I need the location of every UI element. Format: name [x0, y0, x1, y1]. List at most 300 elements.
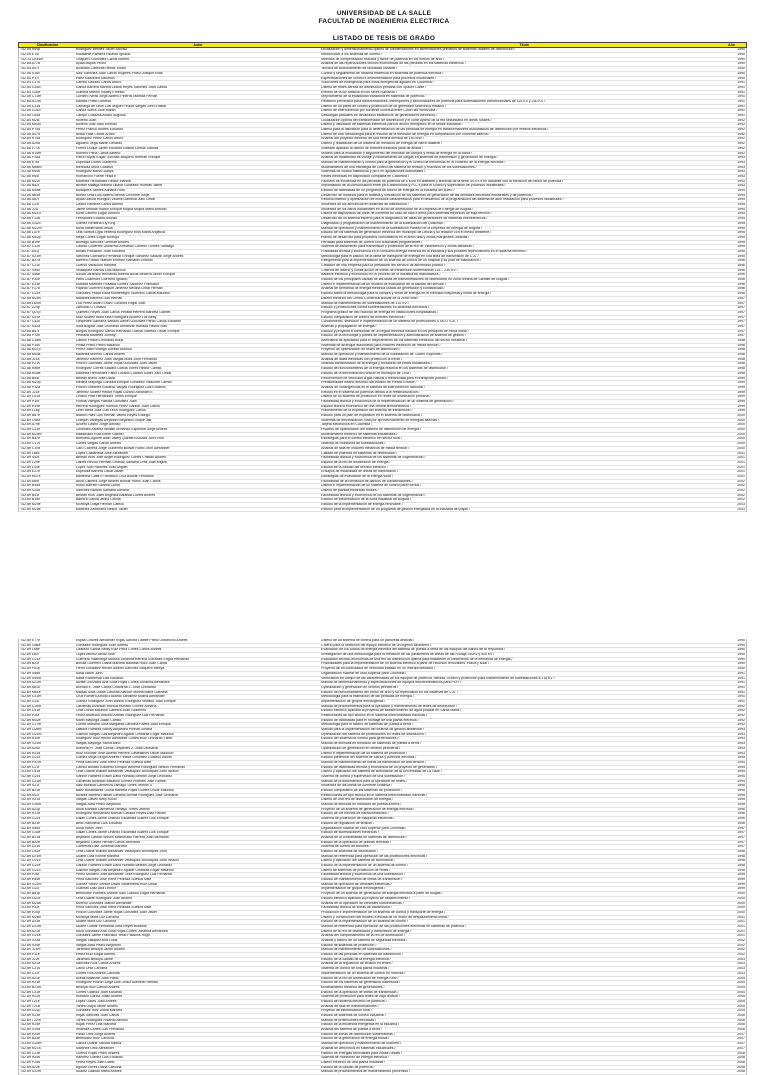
cell-title: Diseño y realizacion de un sistema de medicion de energia de barra radiante /: [321, 142, 443, 146]
cell-year: 2001: [737, 470, 745, 474]
cell-year: 1997: [737, 334, 745, 338]
cell-title: Manual de tecnicas en medicion de puesta a tierra /: [321, 803, 402, 807]
cell-title: Estrategias para el control electrico del sector rural /: [321, 437, 402, 441]
cell-year: 1991: [737, 95, 745, 99]
cell-title: Diseño de sistemas de proteccion de redes /: [321, 868, 391, 872]
cell-title: Analisis de armonicos en sistemas industriales /: [321, 1046, 396, 1050]
cell-author: Beltran Rios Jose Angel Rodriguez Cortes Cristian Andres: [75, 456, 166, 460]
cell-year: 2000: [737, 414, 745, 418]
cell-title: Estudio del funcionamiento de la energia reactiva en los sistemas de distribucion /: [321, 367, 449, 371]
cell-author: Cuervo Veracoon Marcela: [75, 264, 117, 268]
cell-classification: T42.85 C73m: [20, 95, 42, 99]
cell-title: Estudio y protecciones contra sobretensiones en sistemas electricos /: [321, 306, 430, 310]
cell-title: Estudio de la calidad de la energia electrica /: [321, 957, 391, 961]
cell-title: Diseño e implementacion de un modelo de evaluacion de la calidad del servicio /: [321, 282, 447, 286]
cell-title: Estudio de la calidad del servicio electrico /: [321, 465, 388, 469]
cell-classification: T42.89 S21i: [20, 784, 39, 788]
cell-classification: T42.89 V24e: [20, 943, 41, 947]
cell-classification: T42.89 C19a: [20, 446, 41, 450]
cell-classification: T42.89 V23a: [20, 939, 41, 942]
cell-classification: T42.89 L33e: [20, 465, 40, 469]
cell-title: Manual para la implementacion del sistema de gestion ambiental /: [321, 728, 424, 732]
cell-author: Herrera Rodriguez Romulo Perez Garzon Juan Carlos: [75, 404, 160, 408]
cell-classification: T42.89 O11d: [20, 395, 41, 399]
list-title: LISTADO DE TESIS DE GRADO: [332, 35, 436, 42]
cell-title: Reconocimiento y optimizacion de modulos caracteristicos para el desarrollo de la programacion del sistema de auto realizacion para procesos industriales /: [321, 198, 564, 202]
cell-author: Vargas Vasquez Ana Lucia: [75, 939, 118, 942]
cell-author: Arévalo E. Jose Carlos Chavarria Z. Jose Leonardo: [75, 685, 156, 689]
cell-author: Bejarano Castillo Wilson Maldonado Herrera Juan Bernardo: [75, 835, 169, 839]
cell-author: Guerrero Villamarga Monica Johanna Herrera Gonzalez Edgar Hernando: [75, 657, 190, 661]
cell-author: Barrera Franco Manuel Ernesto Gamaliel Ernesto: [75, 259, 153, 263]
cell-author: Cordero Neira Jorge Alberto Pineros Mantilla Fernan: [75, 95, 158, 99]
cell-title: Diseño electrico del Centro Comercial Bolivar de la zona rural /: [321, 296, 419, 300]
cell-author: Cortes Galindo Juan Eduardo: [75, 990, 122, 994]
cell-classification: T42.86 B52i: [20, 184, 39, 188]
cell-author: Castillo Gutierrez Guillermo Armando Cordero Gomez Santiago: [75, 245, 175, 249]
cell-title: Analisis del proyecto electrico de una central termica de 150 MW /: [321, 137, 424, 141]
cell-classification: T42.89 A79e: [20, 423, 40, 427]
cell-year: 2008: [737, 1065, 745, 1069]
cell-author: Buitrago Sanchez German Andres: [75, 240, 129, 244]
cell-year: 1999: [737, 381, 745, 385]
cell-classification: T42.89 R25s: [20, 1056, 41, 1060]
cell-classification: T42.89 O21d: [20, 859, 41, 863]
cell-title: Antenas y propagacion de energia /: [321, 324, 377, 328]
cell-title: Prefactibilidad diseño electrico del edificio de Piedra Grande /: [321, 381, 417, 385]
cell-author: Mantas Prieto Gerardo: [75, 99, 112, 103]
cell-author: Garzon Ramirez Edwin Dario Hurtado Beltran Jorge Leonardo: [75, 864, 173, 867]
cell-title: Estudio de sistemas de proteccion /: [321, 943, 377, 947]
cell-classification: T42.89 V25a: [20, 1028, 41, 1032]
cell-classification: T42.89 P47m: [20, 760, 42, 764]
cell-year: 2002: [737, 498, 745, 502]
cell-author: Rodriguez Maria Gladys: [75, 170, 114, 174]
cell-year: 2006: [737, 1028, 745, 1032]
cell-classification: T42.89 C23e: [20, 1051, 41, 1055]
cell-title: Introduccion a los sistemas de control /: [321, 53, 382, 57]
cell-title: Analisis de falla en transformadores /: [321, 1004, 379, 1008]
cell-year: 1999: [737, 390, 745, 394]
cell-title: Influencia de los baros industriales en la red de distribucion de la Empresa de Energia de Bogota /: [321, 207, 474, 211]
cell-author: Suarez Galindo Mario Andres: [75, 1070, 122, 1074]
cell-title: Estudio de los sistemas de generacion electrica del municipio de Leticia y su relacion con el medio ambiente /: [321, 231, 492, 235]
column-header-title: Titulo: [519, 43, 529, 47]
cell-classification: T42.86 L47e: [20, 231, 40, 235]
cell-year: 1990: [737, 662, 745, 666]
cell-title: Estudio de los principales causas de las fallas de transformadores de distribucion en zona urbana de Santafe de Bogota /: [321, 278, 510, 282]
cell-classification: T42.88 P12a: [20, 385, 41, 389]
cell-title: Diseño y aplicacion del sistema de iluminacion de la Universidad de La Salle /: [321, 770, 442, 774]
cell-title: Estudio de sistemas de distribucion /: [321, 849, 378, 853]
cell-author: Bello Rabolledo Luis Eduardo: [75, 821, 122, 825]
cell-year: 1999: [737, 882, 745, 886]
cell-title: Estudio de la calidad de potencia /: [321, 1065, 375, 1069]
cell-classification: T42.88 C18m: [20, 339, 42, 343]
cell-author: Perez Ruiz Edgar Alberto: [75, 953, 116, 957]
cell-classification: T42.85 M26l: [20, 118, 40, 122]
cell-year: 1998: [737, 854, 745, 858]
cell-classification: T42.86 P28a: [20, 156, 41, 160]
cell-classification: T42.89 P11r: [20, 714, 40, 717]
cell-year: 1998: [737, 371, 745, 375]
cell-classification: T42.89 B35d: [20, 484, 41, 488]
cell-title: Estudio y proyecto a consolidar de un region electrica basado en los principios de motor lineal /: [321, 329, 469, 333]
cell-author: Guzman Diaz Ana Leonor: [75, 887, 116, 891]
cell-title: Analisis de la operacion de centrales hidroelectricas /: [321, 901, 404, 905]
cell-year: 1999: [737, 409, 745, 413]
cell-author: Galindo Vargas Luis Alejandro Aguilar Umbarila Edgar Mauricio: [75, 868, 174, 872]
cell-year: 1994: [737, 189, 745, 193]
cell-title: Estudio de las perdidas en sistemas de distribucion /: [321, 953, 403, 957]
cell-author: Alvarado Cabezas Hector Efrain: [75, 67, 126, 71]
cell-year: 2003: [737, 967, 745, 971]
cell-year: 2007: [737, 1037, 745, 1041]
cell-title: Analisis del sistema de puesta a tierra /: [321, 1028, 383, 1032]
cell-title: Estudio de regulacion de tension /: [321, 821, 374, 825]
document-header: [0, 0, 768, 43]
cell-year: 1996: [737, 282, 745, 286]
cell-author: Zamudio O Octavio: [75, 306, 106, 310]
cell-classification: T42.89 B87e: [20, 414, 41, 418]
cell-author: Rojas Perez Lina Marcela: [75, 1023, 116, 1027]
cell-author: Llanes Rincón Herman Orlando Santana Ortiz Juan Miguel: [75, 460, 168, 464]
cell-year: 1999: [737, 887, 745, 891]
cell-title: Sistema de proteccion para redes de baja tension /: [321, 995, 401, 999]
cell-classification: T42.88 M37p: [20, 348, 41, 352]
cell-year: 1998: [737, 849, 745, 853]
cell-classification: T42.89 A21e: [20, 976, 40, 980]
cell-title: Analisis de la confiabilidad en sistemas de distribucion /: [321, 835, 408, 839]
cell-classification: T42.89 L21e: [20, 999, 40, 1003]
cell-classification: T42.87 Q27p: [20, 310, 41, 314]
cell-author: Mendoza Mora Gustavo: [75, 165, 114, 169]
cell-classification: T42.89 G66e: [20, 643, 41, 647]
cell-title: Manual de dimensionamiento y especificaciones de equipos electromecanicos para PCH /: [321, 681, 461, 685]
cell-classification: T42.89 M61e: [20, 690, 41, 694]
cell-year: 2001: [737, 465, 745, 469]
cell-classification: T42.88 M25d: [20, 296, 41, 300]
cell-year: 1991: [737, 695, 745, 699]
cell-classification: T42.89 C21s: [20, 845, 41, 849]
cell-classification: T42.89 G21s: [20, 817, 41, 821]
cell-classification: T42.85 C31d: [20, 104, 41, 108]
cell-title: Diseño y utilizacion de sistemas electricos para el ahorro energetico en el sector industrial /: [321, 123, 463, 127]
cell-title: Metodologia para la estimacion de las perdidas de energia /: [321, 695, 414, 699]
cell-title: Proyecto de un sistema de generacion de energia electrica a partir de biogas /: [321, 892, 443, 896]
cell-year: 1995: [737, 803, 745, 807]
cell-year: 1990: [737, 71, 745, 75]
cell-classification: T42.89 V23m: [20, 742, 42, 746]
cell-author: Rubio Barreto Sandra Liceth: [75, 484, 121, 488]
cell-classification: T42.89 M27a: [20, 1046, 41, 1050]
cell-author: Mahecha Castro Francisco Cruz Bolivar Fernando: [75, 474, 154, 478]
cell-year: 2003: [737, 957, 745, 961]
cell-classification: T42.86 R65i: [20, 174, 40, 178]
cell-title: Evaluacion de los costos de energia electrica del sistema de puesta a tierra de los equipos del Banco de la Republica /: [321, 648, 506, 652]
cell-title: Diseño de una metodologia para el estudio de la medicion de energia en comparacion con corriente alterna /: [321, 132, 490, 136]
cell-title: Manual de mantenimiento de subestaciones /: [321, 948, 392, 952]
cell-author: Cortes Mariana Gina Margarita Cardona Rivera Juan Enrique: [75, 723, 171, 727]
cell-author: Bedoya Ruiz Camilo Andres: [75, 985, 120, 989]
cell-title: Implantacion de la comunicacion entre plc's distribuidos y PLC's para el control y supervision de procesos industriales /: [321, 184, 506, 188]
cell-year: 1994: [737, 756, 745, 760]
cell-title: Diseño electrico de una planta industrial /: [321, 1060, 386, 1064]
cell-year: 2007: [737, 1032, 745, 1036]
cell-year: 2000: [737, 437, 745, 441]
cell-author: Ariza Gonzalez Ana Sofia Rojas Cortes Johanna Alexandra: [75, 929, 168, 933]
cell-author: Mejia Cortes Edgar Rodrigo: [75, 235, 120, 239]
cell-title: Criterio para la seleccion del equipo electrico de un ingenio azucarero /: [321, 643, 432, 647]
cell-classification: T42.83 A47t: [20, 67, 39, 71]
cell-author: Cortes Roa Andrea Carolina: [75, 971, 120, 975]
cell-title: Estudio tecnico economico de una central termoelectrica /: [321, 404, 411, 408]
cell-author: Paez Saavedra Salomon: [75, 76, 115, 80]
cell-classification: T42.88 P72e: [20, 334, 41, 338]
cell-year: 1999: [737, 873, 745, 877]
cell-author: Jiménez Ramírez Juan Vargas Mora John Fernando: [75, 357, 157, 361]
cell-year: 1997: [737, 324, 745, 328]
cell-author: Ramirez Gomez Luis Eduardo: [75, 1056, 123, 1060]
cell-classification: T42.89 L56e: [20, 648, 40, 652]
cell-author: Bermudez Puentes Lisbeth Saul Claudio Edgar Hernando: [75, 892, 166, 896]
cell-year: 1993: [737, 179, 745, 183]
cell-year: 1990: [737, 67, 745, 71]
cell-year: 2006: [737, 1023, 745, 1027]
cell-author: Sosa Varón John: [75, 671, 103, 675]
cell-classification: T42.84 C17s: [20, 81, 41, 85]
cell-author: Vargas Avila Pedro Alejandro: [75, 803, 121, 807]
cell-title: Modelamiento electrico de sistemas industriales /: [321, 432, 398, 436]
cell-author: Montoya Mora Luz Carolina: [75, 915, 119, 919]
cell-year: 1991: [737, 81, 745, 85]
cell-classification: T42.86 M22m: [20, 226, 42, 230]
cell-author: Avella Balanzar Juan Pablo: [75, 976, 119, 980]
cell-year: 1995: [737, 231, 745, 235]
cell-author: Gomez Mejia Sergio Andres Pineda Gonzalez Gustavo Adolfo: [75, 756, 172, 760]
cell-year: 1995: [737, 254, 745, 258]
cell-classification: T42.89 A21d: [20, 929, 40, 933]
cell-year: 2005: [737, 999, 745, 1003]
cell-classification: T42.86 F71s: [20, 146, 40, 150]
cell-year: 1998: [737, 357, 745, 361]
cell-year: 1994: [737, 779, 745, 783]
cell-year: 1998: [737, 859, 745, 863]
cell-author: Rodriguez Pinzon Jorge Luis Orduz Acevedo Hernan: [75, 981, 158, 985]
cell-author: Perez Juan Rodrigo Dorado Antonio: [75, 348, 132, 352]
cell-year: 2002: [737, 493, 745, 497]
cell-classification: T42.85 E74i: [20, 53, 39, 57]
cell-author: Martinez Hernandez Hector Manuel: [75, 179, 132, 183]
cell-classification: T42.89 P20p: [20, 910, 41, 914]
cell-classification: T42.89 M25e: [20, 507, 41, 511]
cell-author: Velandia Cortes Luis Fernando: [75, 1028, 124, 1032]
cell-year: 1991: [737, 104, 745, 108]
cell-classification: T42.87 B27d: [20, 259, 41, 263]
cell-author: Cortes Vargas Carlos Alberto: [75, 442, 121, 446]
cell-classification: T42.89 T21a: [20, 1004, 40, 1008]
cell-classification: T42.89 V26m: [20, 803, 42, 807]
cell-classification: T42.89 L62i: [20, 653, 39, 657]
cell-author: Peña Sanchez Jose Rene Pedraza Suesca Mike: [75, 906, 152, 910]
cell-classification: T42.89 G23m: [20, 1042, 42, 1046]
cell-year: 1992: [737, 123, 745, 127]
cell-classification: T42.89 O11e: [20, 709, 41, 713]
column-header-classification: Clasificacion: [36, 43, 59, 47]
cell-author: Vargas Castro Nelly Rocio: [75, 798, 117, 802]
cell-author: Moreno Juan: [75, 118, 97, 122]
cell-classification: T42.86 M22f: [20, 179, 40, 183]
cell-year: 1992: [737, 132, 745, 136]
cell-title: Rediseño preventivo para transformadores, interruptores y seccionadores de potencia para subestaciones convencionales de 115 KV y 230 KV /: [321, 99, 546, 103]
cell-title: Proyecto de un controlador de velocidad basado en un microprocesador /: [321, 667, 435, 671]
cell-title: Sistema de control de una planta industrial /: [321, 967, 390, 971]
cell-year: 2000: [737, 892, 745, 896]
cell-title: Manual de mantenimiento de lineas de transmision de alta tension /: [321, 760, 426, 764]
cell-author: Rubiano Garcia Julian Andres: [75, 995, 123, 999]
cell-author: Martinez Zambrano Nestor Javier: [75, 507, 128, 511]
cell-title: Estudio sobre la metodologia para la compra y venta de energia en el mercado mayorista y bolsa de energia /: [321, 292, 492, 296]
cell-year: 2001: [737, 920, 745, 924]
cell-author: Campo Collazos Alvaro Augusto: [75, 114, 126, 118]
cell-title: Programa grafico de uso racional de energia en instituciones hospitalarias /: [321, 310, 438, 314]
cell-classification: T42.85 S16c: [20, 71, 40, 75]
cell-classification: T42.89 M37e: [20, 474, 41, 478]
cell-author: Ortiz Duran Mauricio Cabrera Juan Guillermo: [75, 709, 147, 713]
cell-title: Metodologia para el diseño de sistemas de puesta a tierra /: [321, 723, 414, 727]
cell-classification: T42.87 S21m: [20, 254, 42, 258]
cell-classification: T42.89 J22e: [20, 957, 40, 961]
cell-title: Creacion de una empresa para la prestacion del servicio de alumbrado publico /: [321, 264, 446, 268]
cell-year: 1993: [737, 737, 745, 741]
cell-classification: T42.85 P74d: [20, 128, 41, 132]
cell-author: Rodriguez Perez Carlos Arturo: [75, 137, 124, 141]
cell-author: Ruiz Escobar Jose Alberto Herrera Castellanos Oscar Mauricio: [75, 751, 174, 755]
cell-classification: T42.89 B22e: [20, 840, 41, 844]
cell-classification: T42.85 G24d: [20, 109, 41, 113]
cell-title: Factibilidad tecnica y economica de los sistemas de cogeneracion /: [321, 493, 426, 497]
cell-year: 1994: [737, 207, 745, 211]
cell-title: Planeamiento de la expansion del sistema de transmision /: [321, 409, 413, 413]
cell-title: Factibilidad de la formacion de bancos de condensadores /: [321, 479, 413, 483]
university-name: UNIVERSIDAD DE LA SALLE: [336, 10, 432, 17]
cell-author: Bonilla Guerrero Diana Marcela Bautista Rozo Juan Carlos: [75, 662, 168, 666]
cell-year: 1998: [737, 367, 745, 371]
cell-title: Software aplicado al diseño de motores trifasicos jaula de ardilla /: [321, 146, 423, 150]
cell-year: 1991: [737, 690, 745, 694]
cell-author: Gonzalez Ruiz Diana Marcela: [75, 1009, 123, 1013]
cell-year: 1999: [737, 878, 745, 882]
cell-author: Galindo Vargas Luis Alejandro Aguilar Umbarila Edgar Mauricio: [75, 732, 174, 736]
cell-author: Rodriguez Correa Edward Garcia Torres Hector Camilo: [75, 367, 162, 371]
cell-author: Guecha Marino Vianey Ernesto: [75, 90, 125, 94]
cell-classification: T42.86 R69s: [20, 170, 41, 174]
cell-title: Localizacion y dimensionamiento optimo de condensadores en alimentadores primarios de sistemas radiales de distribucion /: [321, 48, 516, 52]
cell-classification: T42.89 M26d: [20, 915, 41, 919]
cell-author: Buenaño Aguirre Alain Valery Quintero Acosta John Errol: [75, 437, 164, 441]
cell-classification: T42.89 S52f: [20, 456, 40, 460]
cell-title: Diseño de dispositivos de corte de corriente en caso de falla a tierra para sistemas electricos de baja tension /: [321, 212, 492, 216]
cell-author: Jaramillo Bedoya Jaime: [75, 957, 113, 961]
cell-year: 1998: [737, 339, 745, 343]
cell-classification: T42.89 O25m: [20, 728, 42, 732]
cell-year: 1995: [737, 793, 745, 797]
cell-year: 1991: [737, 99, 745, 103]
cell-classification: T42.87 G21e: [20, 292, 41, 296]
cell-classification: T42.87 Z24p: [20, 306, 40, 310]
cell-title: Metodos de compensacion reactiva y factor de potencia en los hornos de arco /: [321, 57, 445, 61]
cell-author: Pedraza Martinez Johnny: [75, 334, 116, 338]
cell-author: Acevedo R. Jose Carlos Cespedes Z. Jose Leonardo: [75, 746, 159, 750]
thesis-table-2: [18, 639, 747, 1075]
cell-year: 1999: [737, 399, 745, 403]
cell-author: Marin Mayorga Julian Camilo: [75, 718, 122, 722]
cell-year: 1993: [737, 751, 745, 755]
cell-author: Lopez Castañeda Jose Alexander: [75, 451, 129, 455]
cell-title: Diseño de una red de distribucion de energia /: [321, 798, 393, 802]
cell-title: Investigacion de una metodologia para la medicion de los parametros de lineas de alto voltaje 230Kv y 500 Kv /: [321, 653, 494, 657]
cell-author: Torres Rodriguez Ricardo Alfonso: [75, 1018, 128, 1022]
cell-classification: T42.86 E76t: [20, 160, 40, 164]
cell-year: 1990: [737, 648, 745, 652]
cell-year: 1998: [737, 343, 745, 347]
cell-classification: T42.87 P20e: [20, 278, 41, 282]
cell-year: 1996: [737, 287, 745, 291]
cell-classification: T42.89 A22e: [20, 1065, 40, 1069]
cell-year: 1993: [737, 742, 745, 746]
cell-classification: T42.89 D22m: [20, 924, 42, 928]
cell-year: 1994: [737, 217, 745, 221]
cell-classification: T42.86 A87r: [20, 198, 40, 202]
cell-title: Estudio de la operacion de plantas termicas /: [321, 840, 392, 844]
cell-author: Bermudez Ruiz Carolina: [75, 1037, 114, 1041]
cell-classification: T42.87 A51j: [20, 249, 39, 253]
cell-classification: T42.87 C42c: [20, 320, 41, 324]
cell-title: Soluciones de emergencia para crisis energeticas aguden en Colombia /: [321, 81, 434, 85]
cell-author: Duarte Diaz Ivonne Marcela: [75, 854, 120, 858]
cell-year: 2000: [737, 428, 745, 432]
cell-year: 1997: [737, 329, 745, 333]
cell-classification: T42.88 B67t: [20, 329, 40, 333]
cell-author: Barrera Garcia Jenny Cecilia: [75, 498, 121, 502]
cell-author: Jiménez Suarez Hector Rojas Lozano Abraham E: [75, 390, 153, 394]
cell-year: 1992: [737, 723, 745, 727]
cell-year: 2000: [737, 446, 745, 450]
cell-year: 1992: [737, 142, 745, 146]
cell-year: 2000: [737, 910, 745, 914]
cell-classification: T42.87 S42a: [20, 324, 41, 328]
cell-author: Amato Poblacion Juan Eduardo: [75, 249, 126, 253]
cell-year: 1995: [737, 226, 745, 230]
thesis-table-1: [18, 42, 747, 512]
cell-author: Loa Perez Alvaro Erazo Cordoba Edgar Julio: [75, 301, 146, 305]
cell-year: 1997: [737, 831, 745, 835]
cell-title: Sistema de monitoreo de energia electrica /: [321, 1056, 389, 1060]
cell-year: 1999: [737, 376, 745, 380]
cell-author: Rodriguez Benitez Javier Alfonso: [75, 48, 128, 52]
cell-year: 1998: [737, 348, 745, 352]
cell-year: 1992: [737, 718, 745, 722]
cell-classification: T42.88 P21s: [20, 362, 40, 366]
cell-classification: T42.89 P54e: [20, 878, 41, 882]
cell-year: 2001: [737, 474, 745, 478]
cell-classification: T42.89 M25m: [20, 432, 42, 436]
cell-title: Sistemas de arranque automatico para motores electricos de media tension /: [321, 343, 441, 347]
cell-classification: T42.89 B37e: [20, 437, 41, 441]
cell-year: 2005: [737, 995, 745, 999]
cell-year: 1996: [737, 259, 745, 263]
cell-title: Diseño e implementacion de un sistema de proteccion /: [321, 751, 408, 755]
